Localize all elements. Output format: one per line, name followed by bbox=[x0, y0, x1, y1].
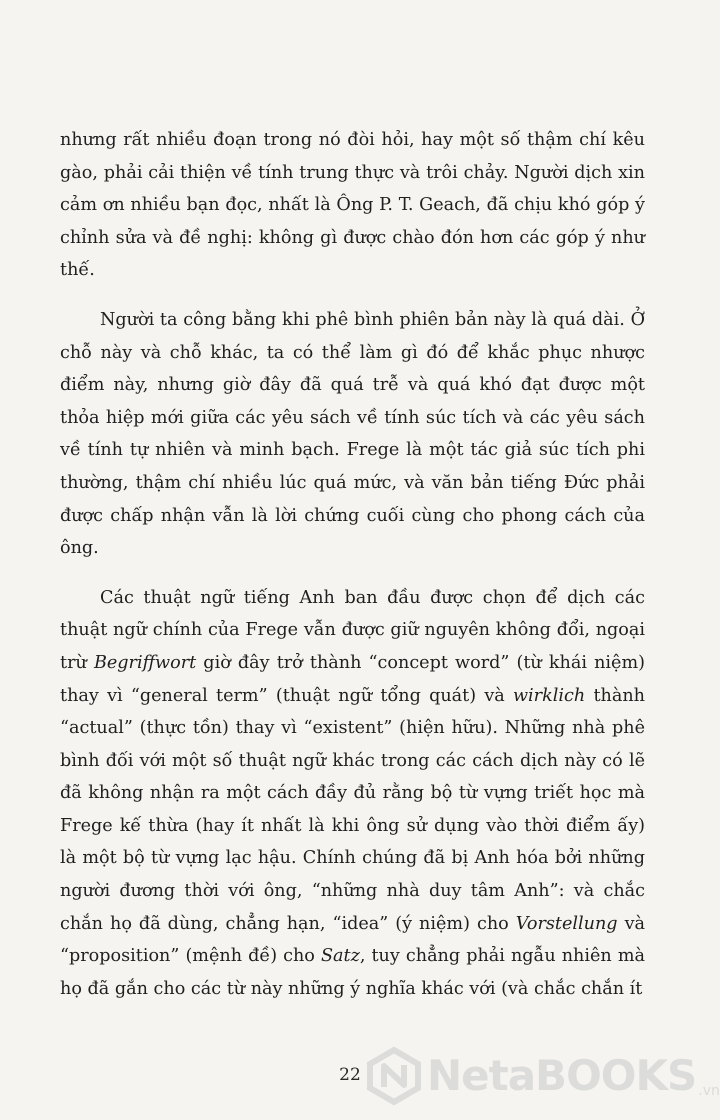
paragraph-3 bbox=[60, 582, 645, 1006]
italic-term: Vorstellung bbox=[515, 913, 618, 934]
text-run: nhưng rất nhiều đoạn trong nó đòi hỏi, hay một số thậm chí kêu gào, phải cải thiện về tính trung thực và trôi chảy. Người dịch xin cảm ơn nhiều bạn đọc, nhất là Ông P. T. Geach, đã chịu khó góp ý chỉnh sửa và đề nghị: không gì được chào đón hơn các góp ý như thế. bbox=[60, 130, 645, 281]
italic-term: Satz bbox=[320, 946, 360, 967]
text-run: thành “actual” (thực tồn) thay vì “existent” (hiện hữu). Những nhà phê bình đối với một số thuật ngữ khác trong các cách dịch này có lẽ đã không nhận ra một cách đầy đủ rằng bộ từ vựng triết học mà Frege kế thừa (hay ít nhất là khi ông sử dụng vào thời điểm ấy) là một bộ từ vựng lạc hậu. Chính chúng đã bị Anh hóa bởi những người đương thời với ông, “những nhà duy tâm Anh”: và chắc chắn họ đã dùng, chẳng hạn, “idea” (ý niệm) cho bbox=[60, 685, 645, 934]
text-run: , tuy chẳng phải ngẫu nhiên mà họ đã gắn cho các từ này những ý nghĩa khác với (và chắc chắn ít bbox=[60, 946, 645, 999]
text-run: giờ đây trở thành “concept word” (từ khái niệm) thay vì “general term” (thuật ngữ tổng quát) và bbox=[60, 652, 645, 706]
neta-logo-icon bbox=[365, 1047, 423, 1105]
paragraph-2 bbox=[60, 304, 645, 565]
text-run: Các thuật ngữ tiếng Anh ban đầu được chọn để dịch các thuật ngữ chính của Frege vẫn được giữ nguyên không đổi, ngoại trừ bbox=[60, 587, 645, 673]
watermark-suffix: .vn bbox=[698, 1083, 720, 1099]
watermark bbox=[365, 1047, 720, 1105]
italic-term: Begriffwort bbox=[93, 652, 197, 673]
body-text bbox=[60, 124, 645, 1022]
text-run: và “proposition” (mệnh đề) cho bbox=[60, 913, 645, 967]
text-run: Người ta công bằng khi phê bình phiên bản này là quá dài. Ở chỗ này và chỗ khác, ta có thể làm gì đó để khắc phục nhược điểm này, nhưng giờ đây đã quá trễ và quá khó đạt được một thỏa hiệp mới giữa các yêu sách về tính súc tích và các yêu sách về tính tự nhiên và minh bạch. Frege là một tác giả súc tích phi thường, thậm chí nhiều lúc quá mức, và văn bản tiếng Đức phải được chấp nhận vẫn là lời chứng cuối cùng cho phong cách của ông. bbox=[60, 309, 645, 559]
watermark-brand: NetaBOOKS bbox=[427, 1051, 697, 1100]
italic-term: wirklich bbox=[513, 685, 586, 706]
page-number: 22 bbox=[339, 1065, 361, 1085]
paragraph-1 bbox=[60, 124, 645, 287]
